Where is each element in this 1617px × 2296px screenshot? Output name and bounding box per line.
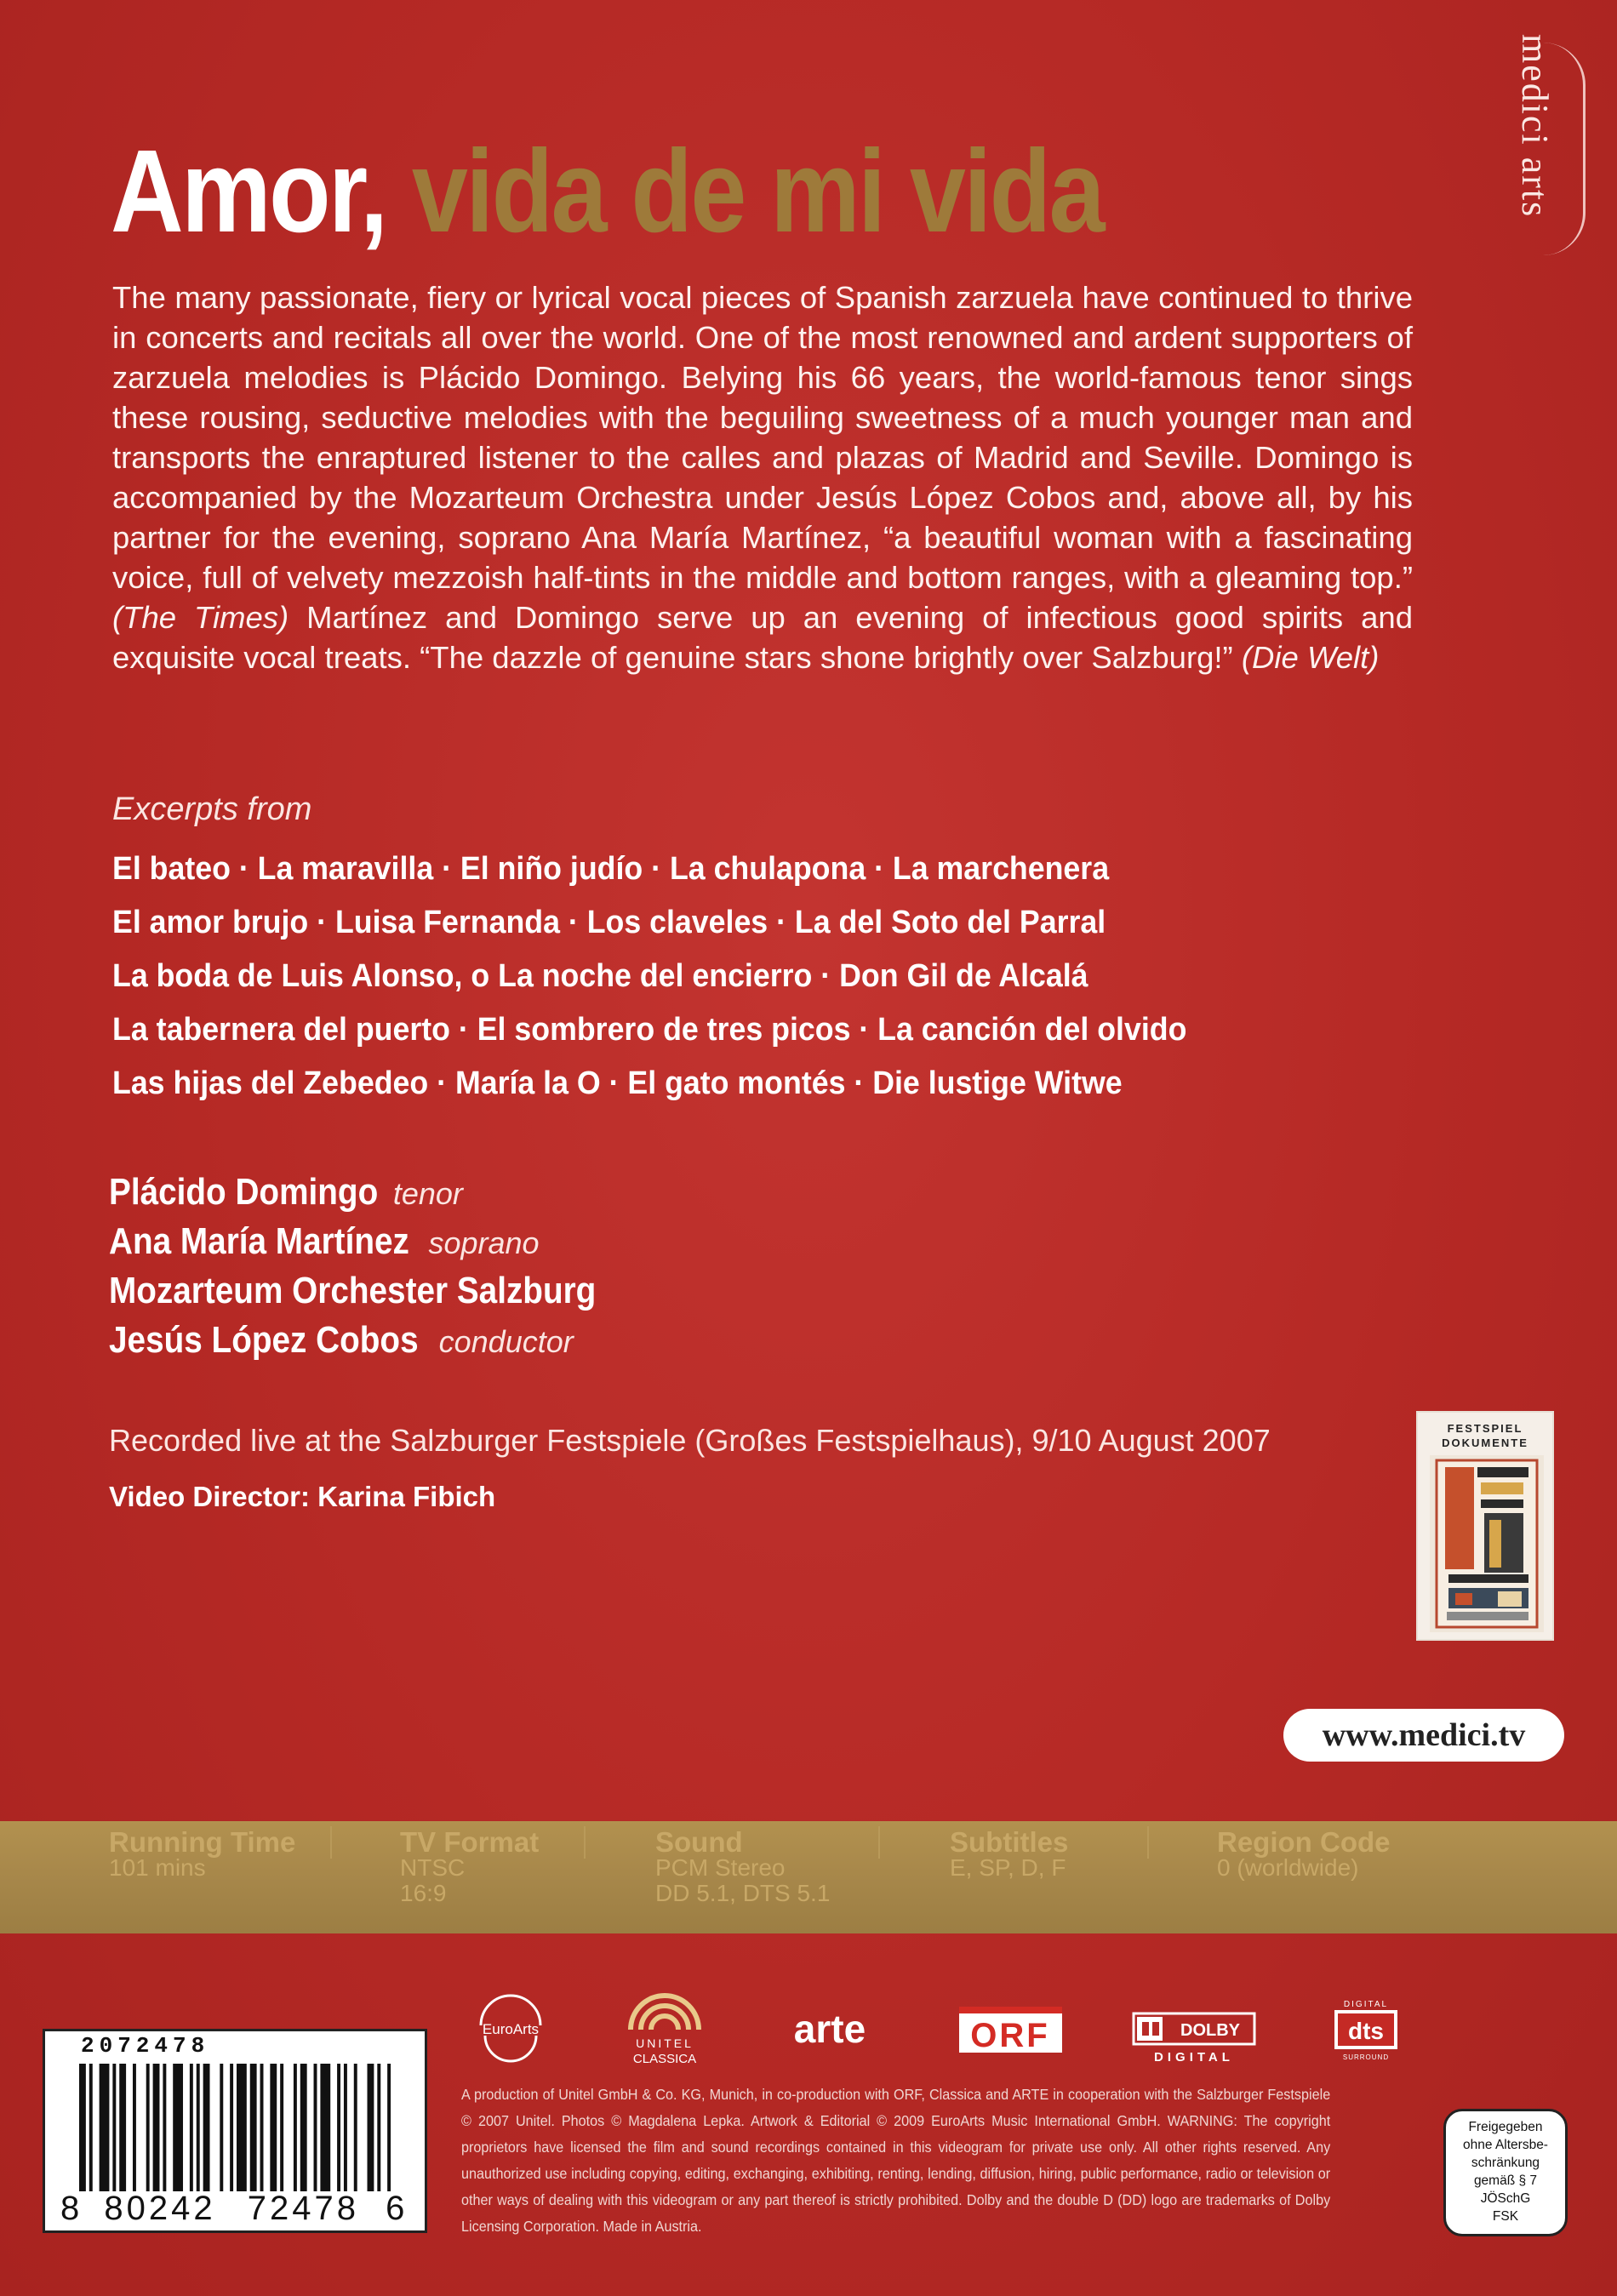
barcode-bar [79, 2064, 86, 2191]
barcode-bar [89, 2064, 93, 2191]
performer-list [109, 1168, 662, 1365]
barcode-bar [230, 2064, 233, 2191]
page-title [111, 128, 1103, 255]
description-paragraph [112, 277, 1413, 677]
excerpt-line: La tabernera del puerto · El sombrero de tres picos · La canción del olvido [112, 1012, 1187, 1048]
barcode-bar [237, 2064, 247, 2191]
tech-head: Sound [655, 1826, 743, 1858]
performer-role: soprano [428, 1225, 540, 1260]
barcode-bar [368, 2064, 374, 2191]
website-link[interactable]: www.medici.tv [1283, 1709, 1564, 1762]
dts-logo [1328, 1991, 1404, 2068]
tech-value: 0 (worldwide) [1217, 1854, 1359, 1881]
tech-value: E, SP, D, F [950, 1854, 1066, 1881]
dolby-icon [1130, 1991, 1258, 2068]
barcode-bar [300, 2064, 307, 2191]
fsk-line: JÖSchG [1480, 2191, 1531, 2206]
barcode-bar [163, 2064, 166, 2191]
fsk-line: schränkung [1471, 2156, 1540, 2170]
performer-row [109, 1168, 662, 1217]
euroarts-icon [460, 1991, 562, 2068]
tech-divider [878, 1826, 880, 1859]
excerpt-line: El bateo · La maravilla · El niño judío · La chulapona · La marchenera [112, 851, 1110, 887]
excerpt-line: El amor brujo · Luisa Fernanda · Los claveles · La del Soto del Parral [112, 905, 1106, 940]
barcode-first-digit: 8 [60, 2190, 80, 2227]
fsk-line: gemäß § 7 [1473, 2173, 1538, 2188]
quote-source-welt: (Die Welt) [1241, 640, 1380, 675]
dolby-digital-text: DIGITAL [1154, 2050, 1234, 2065]
barcode-bar [320, 2064, 330, 2191]
barcode-bar [203, 2064, 210, 2191]
performer-name: Plácido Domingo [109, 1171, 379, 1213]
festspiel-line-1: FESTSPIEL [1447, 1422, 1523, 1435]
barcode-top-number: 2072478 [81, 2033, 210, 2059]
tech-tv-format [400, 1826, 540, 1906]
title-part-gold: vida de mi vida [411, 126, 1104, 257]
quote-source-times: (The Times) [112, 600, 289, 635]
barcode [43, 2029, 427, 2233]
dolby-digital-logo [1130, 1991, 1258, 2068]
performer-role: tenor [392, 1176, 463, 1211]
barcode-bar [260, 2064, 264, 2191]
tech-divider [330, 1826, 332, 1859]
performer-name: Mozarteum Orchester Salzburg [109, 1270, 597, 1311]
brand-logo [1496, 34, 1573, 315]
tech-head: Region Code [1217, 1826, 1391, 1858]
tech-sound [655, 1826, 831, 1906]
tech-head: TV Format [400, 1826, 540, 1858]
performer-row [109, 1217, 662, 1266]
barcode-bar [377, 2064, 380, 2191]
title-part-white: Amor, [111, 126, 412, 257]
barcode-bar [270, 2064, 277, 2191]
festspiel-dokumente-logo [1416, 1411, 1554, 1641]
tech-head: Running Time [109, 1826, 296, 1858]
tech-region-code [1217, 1826, 1391, 1881]
excerpts-heading: Excerpts from [112, 791, 312, 827]
tech-value: PCM Stereo [655, 1854, 786, 1881]
unitel-icon [618, 1991, 711, 2068]
brand-text: medici arts [1514, 34, 1556, 219]
tech-value: DD 5.1, DTS 5.1 [655, 1880, 831, 1906]
excerpt-line: La boda de Luis Alonso, o La noche del encierro · Don Gil de Alcalá [112, 958, 1088, 994]
tech-head: Subtitles [950, 1826, 1069, 1858]
performer-row [109, 1266, 662, 1316]
recording-info: Recorded live at the Salzburger Festspiele (Großes Festspielhaus), 9/10 August 2007 [109, 1423, 1271, 1458]
barcode-bar [344, 2064, 347, 2191]
barcode-last-digit: 6 [386, 2190, 405, 2227]
fsk-line: ohne Altersbe- [1463, 2138, 1548, 2152]
barcode-bar [337, 2064, 340, 2191]
dts-top-text: DIGITAL [1343, 2000, 1389, 2009]
barcode-bar [173, 2064, 183, 2191]
fsk-rating-badge [1443, 2109, 1568, 2236]
barcode-bar [314, 2064, 317, 2191]
barcode-bar [197, 2064, 200, 2191]
arte-icon [770, 1991, 889, 2068]
tech-value: 16:9 [400, 1880, 447, 1906]
barcode-bars-icon [79, 2064, 394, 2191]
description-text-1: The many passionate, fiery or lyrical vocal pieces of Spanish zarzuela have continued to thrive in concerts and recitals all over the world. One of the most renowned and ardent supporters of zarzuela melodies is Plácido Domingo. Belying his 66 years, the world-famous tenor sings these rousing, seductive melodies with the beguiling sweetness of a much younger man and transports the enraptured listener to the calles and plazas of Madrid and Seville. Domingo is accompanied by the Mozarteum Orchestra under Jesús López Cobos and, above all, by his partner for the evening, soprano Ana María Martínez, “a beautiful woman with a fascinating voice, full of velvety mezzoish half-tints in the middle and bottom ranges, with a gleaming top.” [112, 280, 1413, 595]
performer-name: Jesús López Cobos [109, 1319, 419, 1361]
barcode-bar [220, 2064, 223, 2191]
excerpt-line: Las hijas del Zebedeo · María la O · El gato montés · Die lustige Witwe [112, 1065, 1123, 1101]
unitel-text: UNITEL [636, 2036, 694, 2050]
barcode-bar [133, 2064, 136, 2191]
dts-bottom-text: SURROUND [1342, 2053, 1390, 2061]
festspiel-logo-text [1418, 1421, 1552, 1450]
video-director: Video Director: Karina Fibich [109, 1481, 496, 1512]
barcode-bar [146, 2064, 150, 2191]
barcode-bar [100, 2064, 110, 2191]
dts-icon [1328, 1991, 1404, 2068]
barcode-bar [387, 2064, 391, 2191]
arte-logo [770, 1991, 889, 2068]
fsk-line: Freigegeben [1468, 2120, 1543, 2134]
barcode-bar [153, 2064, 160, 2191]
barcode-bar [294, 2064, 297, 2191]
tech-divider [1147, 1826, 1149, 1859]
euroarts-text: EuroArts [482, 2021, 540, 2037]
orf-logo [957, 1991, 1064, 2068]
orf-icon [957, 1991, 1064, 2068]
dolby-text: DOLBY [1180, 2021, 1240, 2040]
barcode-group-2: 72478 [247, 2190, 359, 2227]
barcode-bar [354, 2064, 357, 2191]
barcode-digits [60, 2190, 418, 2228]
legal-text: A production of Unitel GmbH & Co. KG, Munich, in co-production with ORF, Classica and ARTE in cooperation with the Salzburger Festspiele © 2007 Unitel. Photos © Magdalena Lepka. Artwork & Editorial © 2009 EuroArts Music International GmbH. WARNING: The copyright proprietors have licensed the film and sound recordings contained in this videogram for private use only. All other rights reserved. Any unauthorized use including copying, editing, exchanging, exhibiting, renting, lending, diffusion, hiring, public performance, radio or television or other ways of dealing with this videogram or any part thereof is strictly prohibited. Dolby and the double D (DD) logo are trademarks of Dolby Licensing Corporation. Made in Austria. [461, 2086, 1331, 2235]
excerpt-list [112, 842, 1474, 1111]
barcode-bar [112, 2064, 116, 2191]
tech-specs-band [0, 1821, 1617, 1933]
description-text-2: Martínez and Domingo serve up an evening of infectious good spirits and exquisite vocal treats. “The dazzle of genuine stars shone brightly over Salzburg!” [112, 600, 1413, 675]
barcode-bar [250, 2064, 257, 2191]
arte-text: arte [793, 2007, 866, 2051]
tech-value: NTSC [400, 1854, 466, 1881]
barcode-group-1: 80242 [104, 2190, 216, 2227]
tech-subtitles [950, 1826, 1069, 1881]
orf-text: ORF [970, 2017, 1050, 2054]
tech-running-time [109, 1826, 296, 1881]
barcode-bar [119, 2064, 126, 2191]
tech-divider [584, 1826, 586, 1859]
festspiel-line-2: DOKUMENTE [1442, 1436, 1528, 1449]
unitel-classica-logo [618, 1991, 711, 2068]
barcode-bar [280, 2064, 283, 2191]
barcode-bar [190, 2064, 193, 2191]
festspiel-emblem-icon [1430, 1455, 1544, 1632]
performer-row [109, 1316, 662, 1365]
performer-role: conductor [438, 1324, 574, 1359]
performer-name: Ana María Martínez [109, 1220, 409, 1262]
euroarts-logo [460, 1991, 562, 2068]
fsk-line: FSK [1492, 2209, 1519, 2224]
dts-text: dts [1348, 2018, 1384, 2044]
classica-text: CLASSICA [632, 2052, 697, 2066]
tech-value: 101 mins [109, 1854, 206, 1881]
